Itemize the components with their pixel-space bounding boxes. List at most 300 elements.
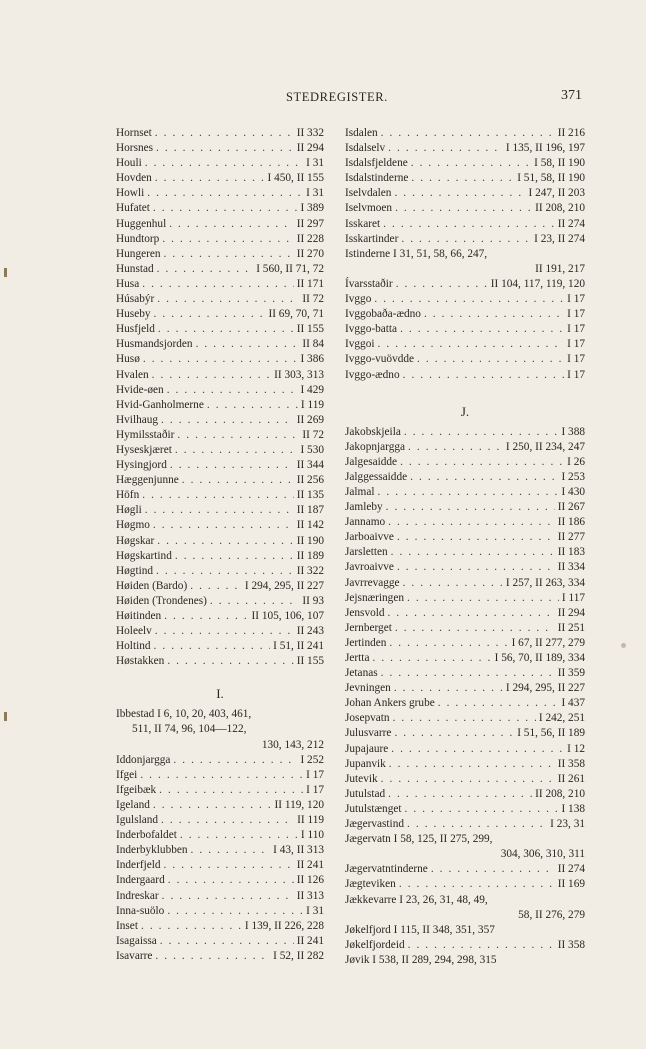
entry-term: Josepvatn [345, 712, 390, 725]
entry-reference: II 334 [557, 561, 585, 574]
leader-dots [169, 217, 294, 232]
index-entry [116, 141, 324, 156]
leader-dots [196, 337, 300, 352]
leader-dots [154, 307, 266, 322]
index-entry-continuation [116, 738, 324, 753]
entry-term: Jutulstænget [345, 802, 402, 815]
entry-term: Holtind [116, 640, 151, 653]
index-entry [116, 322, 324, 337]
leader-dots [410, 470, 558, 485]
entry-reference: II 105, 106, 107 [251, 610, 324, 622]
entry-term: Jertta [345, 652, 370, 664]
index-entry [345, 606, 585, 621]
entry-term: Hvilhaug [116, 413, 159, 426]
entry-term: Jetanas [345, 667, 378, 680]
index-entry [116, 768, 324, 783]
entry-term: Jægervatn I 58, 125, II 275, 299, [345, 833, 493, 846]
index-entry [345, 817, 585, 832]
leader-dots [394, 726, 514, 741]
leader-dots [388, 141, 503, 156]
index-entry [345, 847, 585, 862]
entry-term: Julusvarre [345, 727, 392, 740]
entry-term: Johan Ankers grube [345, 697, 435, 710]
entry-reference: II 228 [296, 232, 324, 245]
entry-term: Inderbofaldet [116, 829, 177, 842]
entry-reference: I 250, II 234, 247 [505, 440, 585, 453]
leader-dots [158, 322, 294, 337]
leader-dots [389, 757, 555, 772]
index-entry [345, 368, 585, 383]
index-entry [345, 908, 585, 923]
entry-reference: I 257, II 263, 334 [505, 576, 585, 589]
index-entry [345, 576, 585, 591]
leader-dots [157, 292, 299, 307]
leader-dots [155, 949, 270, 964]
leader-dots [403, 368, 565, 383]
entry-term: Hysingjord [116, 459, 167, 472]
index-entry [116, 292, 324, 307]
index-entry [345, 352, 585, 367]
index-entry [345, 726, 585, 741]
leader-dots [167, 904, 303, 919]
entry-term: Hufatet [116, 202, 150, 215]
entry-reference: II 313 [296, 889, 324, 902]
leader-dots [175, 443, 298, 458]
entry-reference: II 274 [557, 217, 585, 230]
index-entry [116, 201, 324, 216]
entry-term: Inna-suölo [116, 904, 165, 917]
entry-reference: I 135, II 196, 197 [505, 142, 585, 155]
entry-reference: II 169 [557, 878, 585, 891]
entry-reference: II 332 [296, 127, 324, 139]
entry-reference: I 437 [561, 697, 585, 710]
entry-reference: II 208, 210 [535, 202, 585, 215]
entry-reference: I 51, 56, II 189 [517, 727, 585, 740]
leader-dots [383, 217, 555, 232]
entry-term: Isdalsfjeldene [345, 157, 408, 170]
page-number: 371 [561, 88, 582, 103]
index-entry [116, 919, 324, 934]
index-entry [116, 277, 324, 292]
entry-reference: II 183 [557, 546, 585, 559]
leader-dots [411, 171, 514, 186]
index-entry-continuation [116, 722, 324, 737]
margin-mark [4, 268, 7, 277]
index-entry [116, 934, 324, 949]
leader-dots [154, 639, 271, 654]
index-entry [345, 877, 585, 892]
entry-term: Javrrevagge [345, 576, 400, 589]
leader-dots [161, 413, 294, 428]
leader-dots [155, 624, 294, 639]
entry-term: Jakobskjeila [345, 425, 401, 438]
entry-reference: I 247, II 203 [528, 187, 585, 200]
leader-dots [167, 383, 298, 398]
entry-term: Inset [116, 919, 138, 932]
index-entry [345, 591, 585, 606]
entry-reference: II 297 [296, 217, 324, 230]
index-entry [116, 186, 324, 201]
index-entry [116, 473, 324, 488]
entry-term: Jøkelfjordeid [345, 938, 405, 951]
index-entry [116, 126, 324, 141]
leader-dots [207, 398, 298, 413]
index-entry [116, 518, 324, 533]
entry-reference: I 43, II 313 [273, 844, 324, 857]
entry-reference: II 119, 120 [274, 798, 324, 811]
leader-dots [141, 919, 242, 934]
index-entry [345, 141, 585, 156]
entry-term: Jægervatntinderne [345, 863, 428, 876]
index-entry [116, 458, 324, 473]
leader-dots [153, 201, 298, 216]
entry-term: Ivggoi [345, 338, 375, 351]
index-entry [345, 772, 585, 787]
entry-term: Isdalstinderne [345, 172, 409, 185]
leader-dots [407, 591, 559, 606]
index-entry [345, 455, 585, 470]
index-entry [116, 639, 324, 654]
leader-dots [438, 696, 559, 711]
entry-term: Høgmo [116, 519, 150, 532]
index-entry [116, 232, 324, 247]
index-entry [345, 500, 585, 515]
entry-reference: I 119 [300, 398, 324, 411]
entry-reference: I 429 [300, 383, 324, 396]
index-entry [116, 564, 324, 579]
entry-reference: II 171 [296, 277, 324, 290]
index-entry [345, 893, 585, 908]
entry-term: Ívarsstaðir [345, 277, 393, 290]
leader-dots [424, 307, 564, 322]
entry-term: Høgskar [116, 534, 155, 547]
leader-dots [170, 458, 294, 473]
entry-term: Huseby [116, 308, 151, 321]
entry-term: Igeland [116, 798, 150, 811]
leader-dots [142, 488, 293, 503]
index-entry [345, 262, 585, 277]
entry-reference: II 243 [296, 625, 324, 638]
leader-dots [393, 711, 536, 726]
leader-dots [411, 156, 531, 171]
index-entry [345, 515, 585, 530]
entry-text: 511, II 74, 96, 104—122, [132, 723, 247, 736]
index-entry [116, 337, 324, 352]
entry-reference: II 72 [302, 428, 324, 441]
leader-dots [168, 873, 294, 888]
index-entry-ibbestad [116, 707, 324, 722]
entry-term: Ivggo-vuövdde [345, 353, 415, 366]
index-entry [116, 352, 324, 367]
entry-term: Høstakken [116, 655, 165, 668]
entry-reference: I 17 [567, 368, 585, 381]
entry-term: Jejsnæringen [345, 591, 404, 604]
leader-dots [153, 798, 272, 813]
entry-term: Jevningen [345, 682, 391, 695]
entry-term: Holeelv [116, 625, 152, 638]
leader-dots [161, 813, 294, 828]
leader-dots [157, 534, 293, 549]
entry-term: Jalggessaidde [345, 470, 408, 483]
leader-dots [210, 594, 299, 609]
entry-term: Husa [116, 277, 140, 290]
index-entry [345, 757, 585, 772]
leader-dots [167, 654, 293, 669]
entry-reference: II 104, 117, 119, 120 [490, 277, 585, 290]
index-entry [116, 609, 324, 624]
entry-term: Jækkevarre I 23, 26, 31, 48, 49, [345, 893, 488, 906]
entry-reference: I 560, II 71, 72 [256, 262, 324, 275]
entry-term: Horsnes [116, 142, 154, 155]
leader-dots [180, 828, 298, 843]
index-entry [345, 681, 585, 696]
entry-term: Ifgei [116, 768, 138, 781]
index-entry [116, 503, 324, 518]
index-entry [345, 696, 585, 711]
leader-dots [404, 425, 559, 440]
entry-term: Høitinden [116, 610, 162, 622]
section-j-entry-list [345, 425, 585, 968]
entry-reference: I 17 [567, 323, 585, 336]
entry-term: Jægteviken [345, 878, 396, 891]
index-entry [116, 858, 324, 873]
entry-term: Jupajaure [345, 742, 389, 755]
leader-dots [394, 681, 503, 696]
entry-reference: II 358 [557, 938, 585, 951]
index-entry [116, 398, 324, 413]
index-entry [116, 368, 324, 383]
index-entry [345, 307, 585, 322]
entry-text: 130, 143, 212 [261, 738, 324, 751]
right-entry-list [345, 126, 585, 383]
entry-reference: II 190 [296, 534, 324, 547]
entry-term: Hunstad [116, 262, 154, 275]
leader-dots [408, 440, 503, 455]
index-entry [345, 201, 585, 216]
entry-text: Ibbestad I 6, 10, 20, 403, 461, [116, 708, 252, 721]
entry-reference: I 51, II 241 [273, 640, 324, 653]
entry-term: Indergaard [116, 874, 165, 887]
leader-dots [391, 742, 564, 757]
entry-term: Jernberget [345, 621, 392, 634]
leader-dots [140, 768, 303, 783]
entry-reference: II 294 [557, 606, 585, 619]
entry-term: Jægervastind [345, 818, 404, 831]
section-heading-i: I. [216, 686, 224, 702]
entry-term: Ivggo [345, 293, 372, 306]
leader-dots [159, 783, 303, 798]
leader-dots [389, 636, 508, 651]
leader-dots [403, 576, 503, 591]
leader-dots [191, 843, 271, 858]
entry-reference: I 56, 70, II 189, 334 [494, 652, 585, 664]
leader-dots [173, 753, 297, 768]
entry-term: Hungeren [116, 247, 161, 260]
index-entry [345, 862, 585, 877]
leader-dots [399, 877, 555, 892]
leader-dots [164, 247, 294, 262]
right-column [345, 126, 585, 968]
index-entry [116, 594, 324, 609]
entry-reference: II 93 [302, 594, 324, 607]
entry-term: Jamleby [345, 501, 383, 514]
entry-reference: I 294, 295, II 227 [505, 682, 585, 695]
leader-dots [160, 934, 294, 949]
index-entry [345, 560, 585, 575]
index-entry [345, 337, 585, 352]
entry-reference: II 267 [557, 501, 585, 514]
entry-reference: II 322 [296, 564, 324, 577]
index-entry [345, 126, 585, 141]
leader-dots [388, 787, 532, 802]
index-entry [116, 534, 324, 549]
index-entry [345, 322, 585, 337]
entry-reference: II 72 [302, 293, 324, 306]
entry-term: Jakopnjargga [345, 440, 406, 453]
leader-dots [397, 560, 555, 575]
entry-reference: I 17 [567, 338, 585, 351]
entry-reference: I 17 [306, 783, 324, 796]
entry-term: Høgli [116, 504, 142, 517]
leader-dots [405, 802, 559, 817]
entry-reference: II 359 [557, 667, 585, 680]
entry-reference: I 58, II 190 [534, 157, 585, 170]
page-title: STEDREGISTER. [286, 90, 388, 104]
entry-reference: II 84 [302, 338, 324, 351]
entry-reference: I 17 [567, 308, 585, 321]
leader-dots [381, 126, 555, 141]
entry-reference: I 67, II 277, 279 [511, 636, 585, 649]
leader-dots [145, 503, 294, 518]
index-entry [345, 425, 585, 440]
entry-term: Høiden (Bardo) [116, 579, 188, 592]
entry-term: Ivggo-ædno [345, 368, 400, 381]
entry-term: Jalmal [345, 485, 375, 498]
index-entry [116, 783, 324, 798]
index-entry [116, 654, 324, 669]
entry-reference: II 274 [557, 863, 585, 876]
index-entry [116, 262, 324, 277]
index-entry [345, 636, 585, 651]
entry-term: Jutulstad [345, 787, 386, 800]
index-entry [116, 247, 324, 262]
leader-dots [381, 772, 555, 787]
entry-reference: II 142 [296, 519, 324, 532]
leader-dots [378, 337, 565, 352]
entry-reference: I 17 [567, 293, 585, 306]
entry-term: Jalgesaidde [345, 455, 398, 468]
leader-dots [374, 292, 564, 307]
entry-reference: I 31 [306, 187, 324, 200]
entry-term: Isavarre [116, 949, 153, 962]
index-entry [116, 828, 324, 843]
entry-term: Ifgeibæk [116, 783, 157, 796]
leader-dots [417, 352, 564, 367]
leader-dots [190, 579, 242, 594]
index-entry [116, 383, 324, 398]
leader-dots [381, 666, 555, 681]
leader-dots [388, 606, 555, 621]
index-entry [116, 873, 324, 888]
entry-reference: II 69, 70, 71 [268, 308, 324, 321]
index-entry [345, 711, 585, 726]
entry-term: Isskartinder [345, 232, 399, 245]
entry-reference: II 187 [296, 504, 324, 517]
entry-reference: II 241 [296, 934, 324, 947]
entry-reference: I 430 [561, 485, 585, 498]
index-entry [345, 787, 585, 802]
entry-reference: I 23, II 274 [534, 232, 585, 245]
index-entry [345, 485, 585, 500]
entry-term: Hyseskjæret [116, 443, 172, 456]
entry-reference: II 256 [296, 474, 324, 487]
index-entry [345, 651, 585, 666]
entry-reference: 304, 306, 310, 311 [500, 848, 585, 861]
index-entry [345, 292, 585, 307]
leader-dots [400, 455, 564, 470]
leader-dots [400, 322, 564, 337]
entry-reference: 58, II 276, 279 [518, 908, 585, 921]
entry-reference: I 31 [306, 904, 324, 917]
leader-dots [396, 277, 488, 292]
leader-dots [147, 186, 303, 201]
section-i-entry-list [116, 753, 324, 964]
index-entry [345, 186, 585, 201]
entry-term: Jertinden [345, 636, 387, 649]
entry-reference: I 388 [561, 425, 585, 438]
page-header [0, 90, 646, 108]
entry-reference: I 450, II 155 [267, 172, 324, 185]
entry-term: Inderbyklubben [116, 844, 188, 857]
leader-dots [145, 156, 303, 171]
leader-dots [162, 232, 293, 247]
entry-reference: II 269 [296, 413, 324, 426]
leader-dots [391, 545, 555, 560]
index-entry [345, 802, 585, 817]
entry-reference: I 389 [300, 202, 324, 215]
entry-reference: II 135 [296, 489, 324, 502]
index-entry [345, 666, 585, 681]
index-entry [345, 247, 585, 262]
index-entry [116, 307, 324, 322]
index-entry [345, 621, 585, 636]
entry-term: Jutevik [345, 772, 378, 785]
entry-term: Iselvmoen [345, 202, 393, 215]
entry-reference: I 242, 251 [538, 712, 585, 725]
index-entry [116, 798, 324, 813]
entry-reference: I 252 [300, 753, 324, 766]
left-entry-list [116, 126, 324, 669]
index-entry [345, 470, 585, 485]
entry-term: Howli [116, 187, 145, 200]
index-entry [116, 549, 324, 564]
leader-dots [164, 609, 248, 624]
index-entry [345, 217, 585, 232]
index-entry [345, 545, 585, 560]
entry-reference: II 208, 210 [535, 787, 585, 800]
entry-reference: I 110 [300, 829, 324, 842]
entry-term: Husfjeld [116, 323, 155, 336]
entry-term: Jensvold [345, 606, 385, 619]
leader-dots [388, 515, 555, 530]
entry-reference: II 358 [557, 757, 585, 770]
entry-reference: I 138 [561, 802, 585, 815]
leader-dots [143, 352, 298, 367]
leader-dots [372, 651, 491, 666]
entry-term: Húsabýr [116, 293, 155, 306]
index-entry [116, 904, 324, 919]
entry-term: Høgtind [116, 564, 154, 577]
